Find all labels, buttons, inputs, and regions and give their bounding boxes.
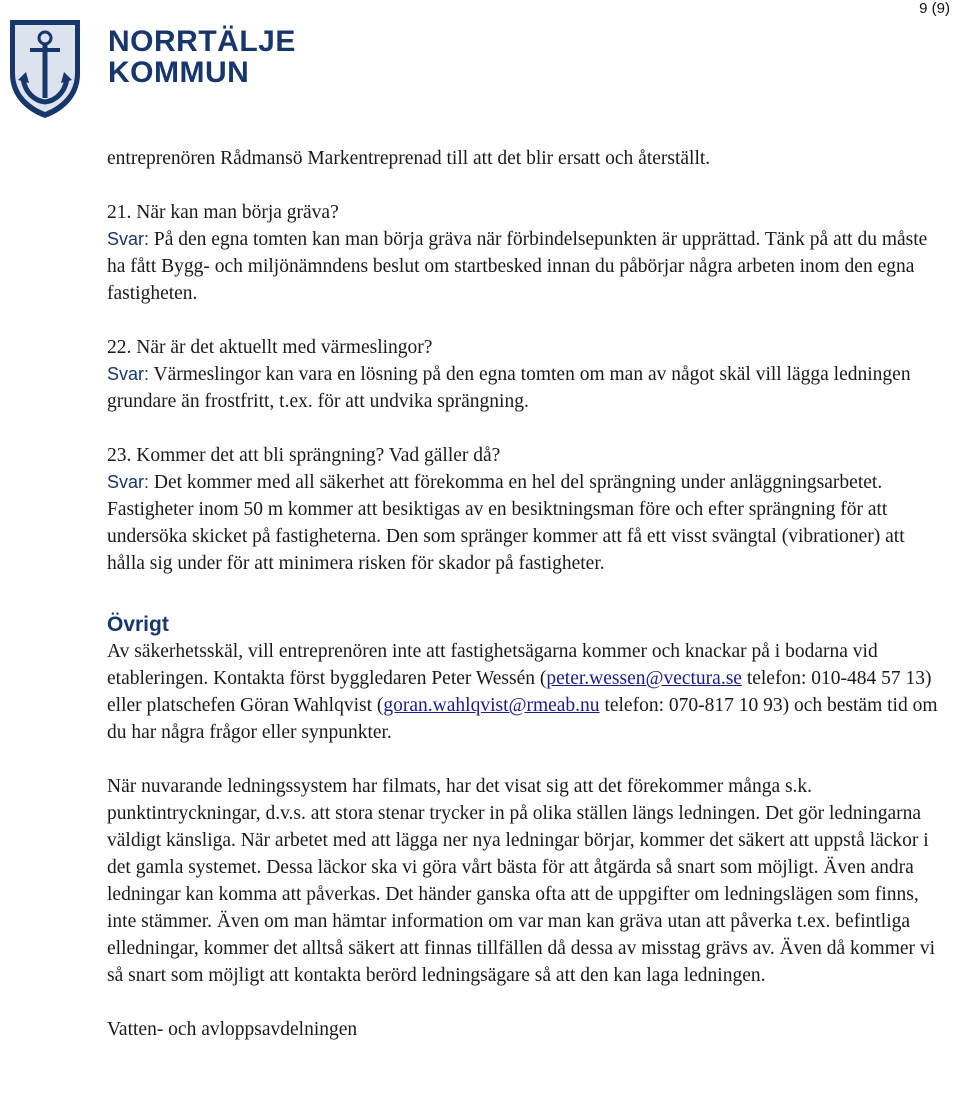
page-number: 9 (9): [919, 0, 950, 17]
answer-label: Svar:: [107, 364, 150, 384]
document-body: [107, 145, 947, 1043]
logo-wordmark: [108, 26, 296, 88]
answer-21: [107, 226, 947, 307]
question-21: 21. När kan man börja gräva?: [107, 202, 339, 223]
contact-text-2: telefon: 010-484 57 13) eller platschefen Göran Wahlqvist (: [107, 668, 932, 716]
logo-line-2: KOMMUN: [108, 56, 250, 89]
answer-22: [107, 361, 947, 415]
question-23: 23. Kommer det att bli sprängning? Vad gäller då?: [107, 445, 501, 466]
municipality-logo: [6, 16, 296, 120]
answer-label: Svar:: [107, 229, 150, 249]
logo-line-1: NORRTÄLJE: [108, 25, 296, 58]
contact-text-1: Av säkerhetsskäl, vill entreprenören inte att fastighetsägarna kommer och knackar på i bodarna vid etableringen. Kontakta först byggledaren Peter Wessén (: [107, 641, 878, 689]
paragraph-contact: [107, 638, 947, 746]
answer-text: Värmeslingor kan vara en lösning på den egna tomten om man av något skäl vill lägga ledningen grundare än frostfritt, t.ex. för att undvika sprängning.: [107, 364, 911, 412]
answer-23: [107, 469, 947, 577]
answer-text: Det kommer med all säkerhet att förekomma en hel del sprängning under anläggningsarbetet. Fastigheter inom 50 m kommer att besiktigas av en besiktningsman före och efter sprängning för att undersöka skicket på fastigheterna. Den som spränger kommer att få ett visst svängtal (vibrationer) att hålla sig under för att minimera risken för skador på fastigheter.: [107, 472, 905, 574]
answer-text: På den egna tomten kan man börja gräva när förbindelsepunkten är upprättad. Tänk på att du måste ha fått Bygg- och miljönämndens beslut om startbesked innan du påbörjar några arbeten inom den egna fastigheten.: [107, 229, 928, 304]
anchor-crest-icon: [6, 16, 84, 120]
signature: Vatten- och avloppsavdelningen: [107, 1019, 358, 1040]
email-link-peter[interactable]: peter.wessen@vectura.se: [546, 668, 742, 689]
contact-text-3: telefon: 070-817 10 93) och bestäm tid om du har några frågor eller synpunkter.: [107, 695, 938, 743]
email-link-goran[interactable]: goran.wahlqvist@rmeab.nu: [383, 695, 600, 716]
paragraph-intro: entreprenören Rådmansö Markentreprenad till att det blir ersatt och återställt.: [107, 148, 711, 169]
question-22: 22. När är det aktuellt med värmeslingor?: [107, 337, 433, 358]
section-heading-ovrigt: Övrigt: [107, 613, 169, 636]
paragraph-pipes: När nuvarande ledningssystem har filmats, har det visat sig att det förekommer många s.k. punktintryckningar, d.v.s. att stora stenar trycker in på olika ställen längs ledningen. Det gör ledningarna väldigt känsliga. När arbetet med att lägga ner nya ledningar börjar, kommer det säkert att uppstå läckor i det gamla systemet. Dessa läckor ska vi göra vårt bästa för att åtgärda så snart som möjligt. Även andra ledningar kan komma att påverkas. Det händer ganska ofta att de uppgifter om ledningslägen som finns, inte stämmer. Även om man hämtar information om var man kan gräva utan att påverka t.ex. befintliga elledningar, kommer det alltså säkert att finnas tillfällen då dessa av misstag grävs av. Även då kommer vi så snart som möjligt att kontakta berörd ledningsägare så att den kan laga ledningen.: [107, 776, 936, 986]
answer-label: Svar:: [107, 472, 150, 492]
